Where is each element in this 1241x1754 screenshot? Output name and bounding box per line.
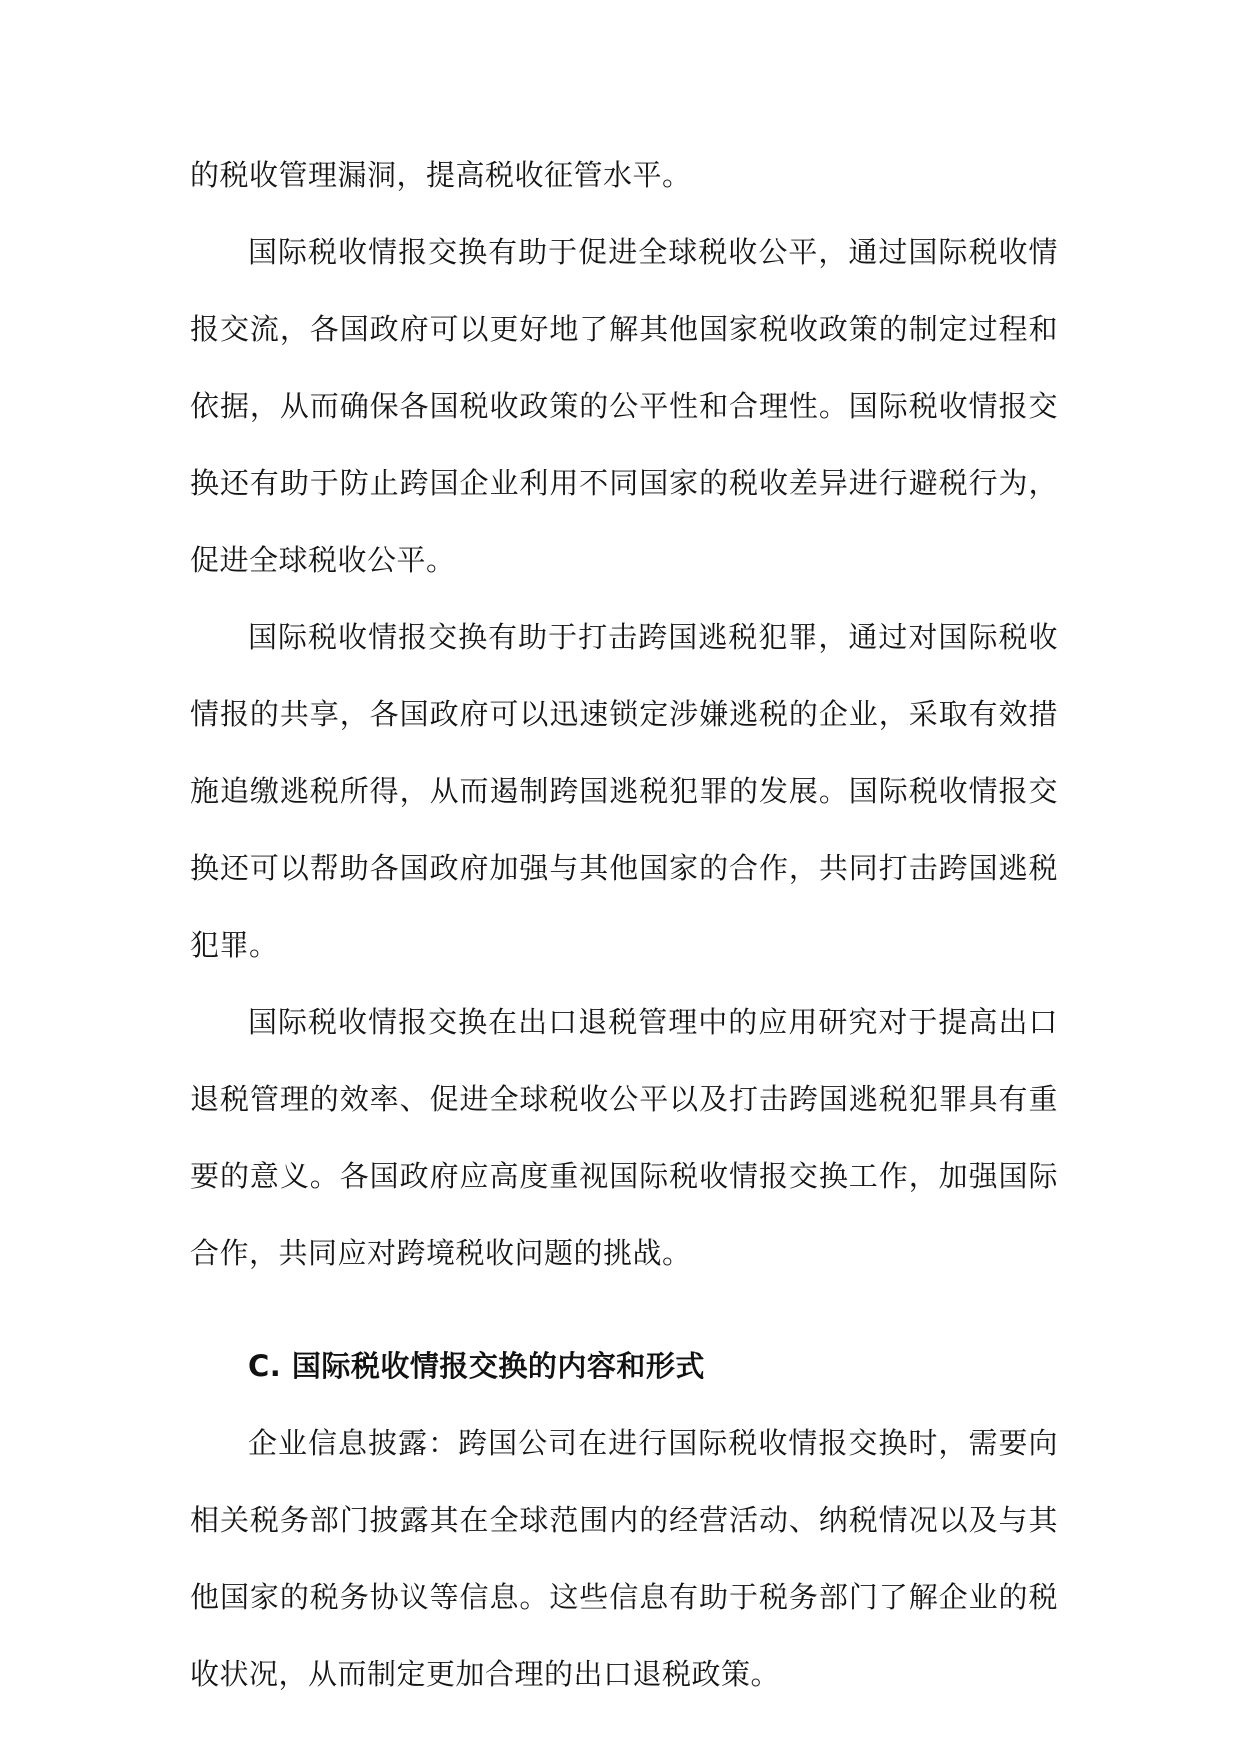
section-gap: [190, 1292, 1058, 1328]
document-body: [190, 137, 1058, 1713]
paragraph-continuation: 的税收管理漏洞，提高税收征管水平。: [190, 158, 692, 192]
paragraph-tax-fairness: 国际税收情报交换有助于促进全球税收公平，通过国际税收情报交流，各国政府可以更好地了解其他国家税收政策的制定过程和依据，从而确保各国税收政策的公平性和合理性。国际税收情报交换还有助于防止跨国企业利用不同国家的税收差异进行避税行为，促进全球税收公平。: [190, 235, 1058, 577]
section-heading: C. 国际税收情报交换的内容和形式: [248, 1349, 705, 1383]
paragraph-conclusion: 国际税收情报交换在出口退税管理中的应用研究对于提高出口退税管理的效率、促进全球税收公平以及打击跨国逃税犯罪具有重要的意义。各国政府应高度重视国际税收情报交换工作，加强国际合作，共同应对跨境税收问题的挑战。: [190, 1005, 1058, 1270]
paragraph-enterprise-disclosure: 企业信息披露：跨国公司在进行国际税收情报交换时，需要向相关税务部门披露其在全球范围内的经营活动、纳税情况以及与其他国家的税务协议等信息。这些信息有助于税务部门了解企业的税收状况，从而制定更加合理的出口退税政策。: [190, 1426, 1058, 1691]
paragraph-tax-evasion: 国际税收情报交换有助于打击跨国逃税犯罪，通过对国际税收情报的共享，各国政府可以迅速锁定涉嫌逃税的企业，采取有效措施追缴逃税所得，从而遏制跨国逃税犯罪的发展。国际税收情报交换还可以帮助各国政府加强与其他国家的合作，共同打击跨国逃税犯罪。: [190, 620, 1058, 962]
